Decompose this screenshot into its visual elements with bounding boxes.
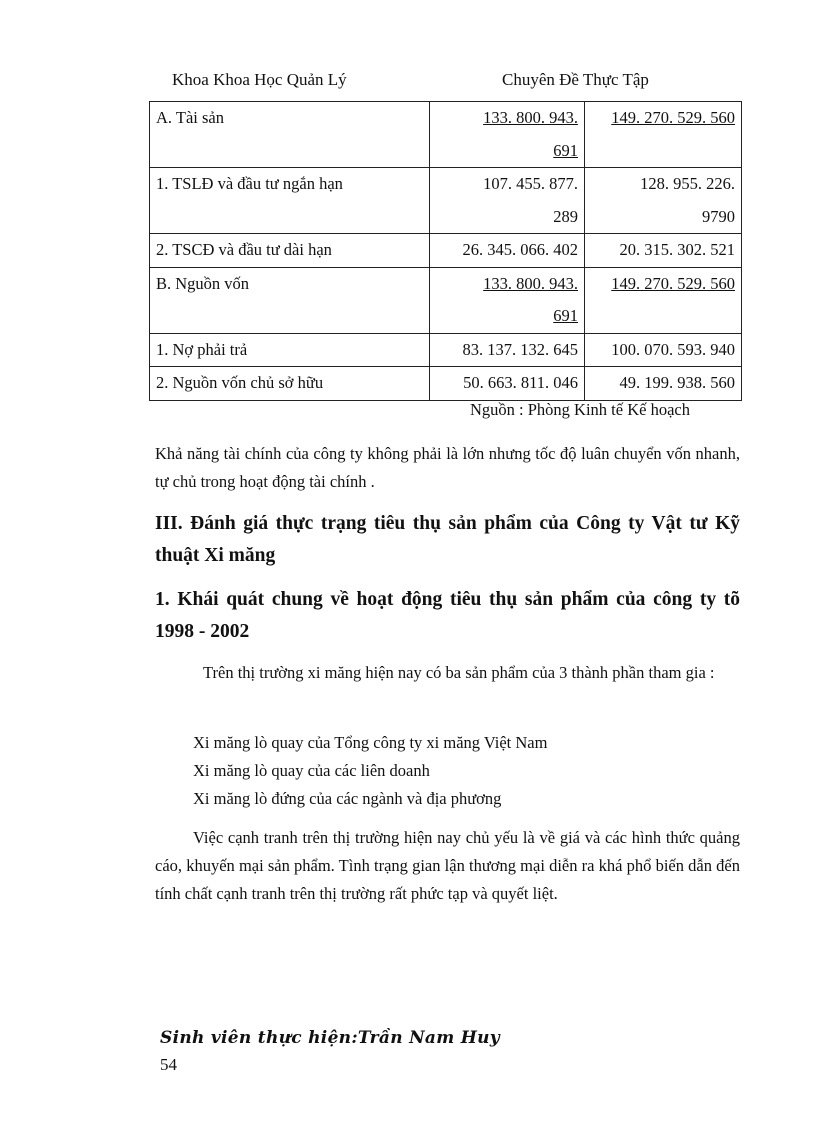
finance-table — [149, 101, 742, 401]
list-item: Xi măng lò quay của Tổng công ty xi măng Việt Nam — [193, 733, 548, 752]
student-signature: Sinh viên thực hiện:Trần Nam Huy — [160, 1028, 500, 1048]
value-col2: 149. 270. 529. 560 — [585, 102, 742, 168]
row-label: 2. TSCĐ và đầu tư dài hạn — [150, 234, 430, 268]
paragraph-finance: Khả năng tài chính của công ty không phải là lớn nhưng tốc độ luân chuyển vốn nhanh, tự chủ trong hoạt động tài chính . — [155, 444, 740, 491]
table-row — [150, 234, 742, 268]
value-col2: 49. 199. 938. 560 — [585, 367, 742, 401]
table-row — [150, 333, 742, 367]
table-row — [150, 102, 742, 168]
paragraph-market: Trên thị trường xi măng hiện nay có ba sản phẩm của 3 thành phần tham gia : — [203, 663, 715, 682]
section-heading-iii: III. Đánh giá thực trạng tiêu thụ sản phẩm của Công ty Vật tư Kỹ thuật Xi măng — [155, 513, 740, 566]
value-col1: 26. 345. 066. 402 — [430, 234, 585, 268]
table-source-note: Nguồn : Phòng Kinh tế Kế hoạch — [470, 400, 690, 419]
list-item: Xi măng lò quay của các liên doanh — [193, 761, 430, 780]
row-label: A. Tài sản — [150, 102, 430, 168]
table-row — [150, 367, 742, 401]
paragraph-competition: Việc cạnh tranh trên thị trường hiện nay chủ yếu là về giá và các hình thức quảng cáo, khuyến mại sản phẩm. Tình trạng gian lận thương mại diễn ra khá phổ biến dẫn đến tính chất cạnh tranh trên thị trường rất phức tạp và quyết liệt. — [155, 828, 740, 903]
value-col1: 133. 800. 943. 691 — [430, 267, 585, 333]
page-number: 54 — [160, 1055, 177, 1074]
value-col1: 50. 663. 811. 046 — [430, 367, 585, 401]
value-col2: 100. 070. 593. 940 — [585, 333, 742, 367]
row-label: 1. TSLĐ và đầu tư ngắn hạn — [150, 168, 430, 234]
header-title: Chuyên Đề Thực Tập — [502, 70, 649, 89]
row-label: 1. Nợ phải trả — [150, 333, 430, 367]
subsection-heading-1: 1. Khái quát chung về hoạt động tiêu thụ sản phẩm của công ty tõ 1998 - 2002 — [155, 589, 740, 642]
row-label: B. Nguồn vốn — [150, 267, 430, 333]
row-label: 2. Nguồn vốn chủ sở hữu — [150, 367, 430, 401]
value-col1: 83. 137. 132. 645 — [430, 333, 585, 367]
table-row — [150, 267, 742, 333]
list-item: Xi măng lò đứng của các ngành và địa phương — [193, 789, 502, 808]
table-row — [150, 168, 742, 234]
value-col1: 107. 455. 877. 289 — [430, 168, 585, 234]
header-department: Khoa Khoa Học Quản Lý — [172, 70, 347, 89]
value-col2: 149. 270. 529. 560 — [585, 267, 742, 333]
value-col1: 133. 800. 943. 691 — [430, 102, 585, 168]
value-col2: 128. 955. 226. 9790 — [585, 168, 742, 234]
value-col2: 20. 315. 302. 521 — [585, 234, 742, 268]
